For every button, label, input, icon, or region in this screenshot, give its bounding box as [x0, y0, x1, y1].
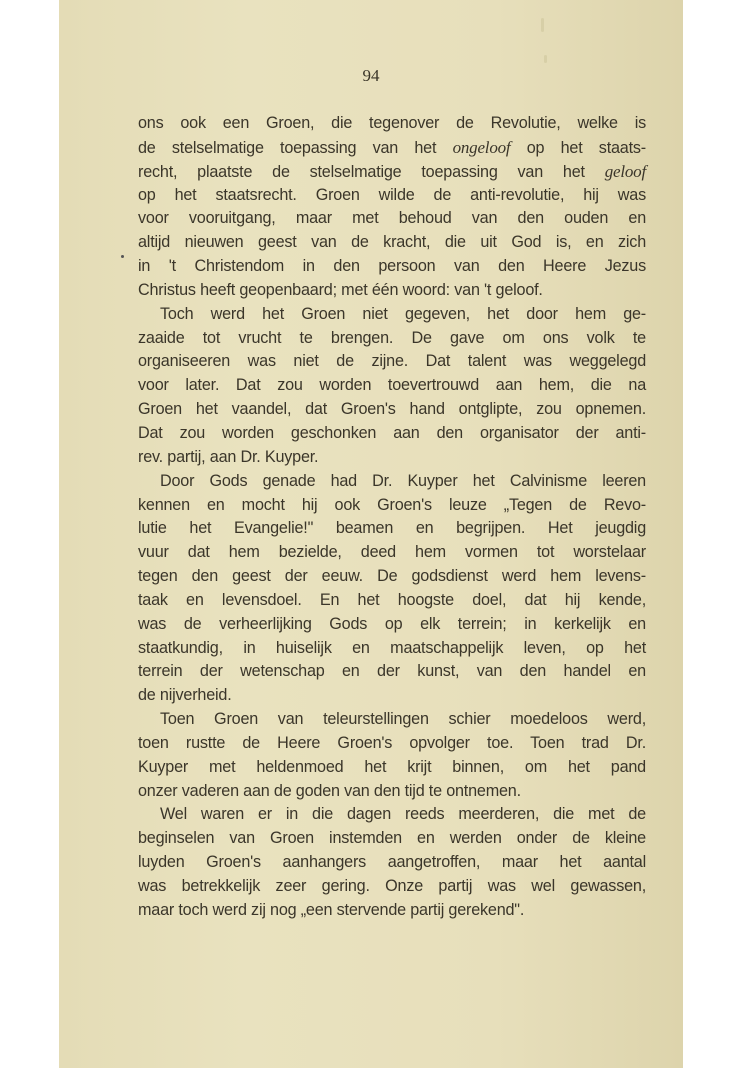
- text-segment: Door Gods genade had Dr. Kuyper het Calvinisme leeren: [160, 471, 646, 490]
- text-segment: was betrekkelijk zeer gering. Onze partij was wel gewassen,: [138, 877, 646, 895]
- text-line: [138, 327, 646, 351]
- text-segment: organiseeren was niet de zijne. Dat talent was weggelegd: [138, 352, 646, 371]
- text-line: [138, 827, 646, 851]
- text-line: [138, 470, 646, 494]
- scan-smudge: [544, 55, 547, 63]
- text-segment: voor later. Dat zou worden toevertrouwd aan hem, die na: [138, 376, 646, 395]
- text-segment: staatkundig, in huiselijk en maatschappelijk leven, op het: [138, 638, 646, 657]
- text-line: [138, 660, 646, 684]
- text-line: [138, 541, 646, 565]
- text-line: [138, 494, 646, 518]
- paragraph: [138, 303, 646, 470]
- paragraph: [138, 708, 646, 803]
- text-segment: tegen den geest der eeuw. De godsdienst werd hem levens-: [138, 567, 646, 586]
- paragraph: [138, 803, 646, 922]
- text-line: [138, 398, 646, 422]
- text-line: [138, 160, 646, 184]
- text-line: [138, 207, 646, 231]
- text-line: [138, 589, 646, 613]
- text-segment: Groen het vaandel, dat Groen's hand ontglipte, zou opnemen.: [138, 400, 646, 419]
- margin-mark: [121, 255, 124, 258]
- text-line: [138, 517, 646, 541]
- text-line: [138, 637, 646, 661]
- text-line: [138, 446, 646, 470]
- text-segment: Toen Groen van teleurstellingen schier moedeloos werd,: [160, 710, 646, 729]
- text-segment: recht, plaatste de stelselmatige toepassing van het: [138, 162, 605, 181]
- text-segment: Toch werd het Groen niet gegeven, het door hem ge-: [160, 304, 646, 323]
- paragraph: [138, 112, 646, 303]
- text-segment: Wel waren er in die dagen reeds meerderen, die met de: [160, 805, 646, 824]
- text-segment: op het staatsrecht. Groen wilde de anti-revolutie, hij was: [138, 185, 646, 204]
- text-segment: taak en levensdoel. En het hoogste doel, dat hij kende,: [138, 590, 646, 609]
- text-segment: Dat zou worden geschonken aan den organisator der anti-: [138, 423, 646, 442]
- text-line: [138, 708, 646, 732]
- text-line: [138, 255, 646, 279]
- text-line: [138, 565, 646, 589]
- text-line: [138, 899, 646, 923]
- text-segment: op het staats-: [510, 138, 646, 157]
- text-line: [138, 684, 646, 708]
- text-line: [138, 875, 646, 899]
- text-segment: Christus heeft geopenbaard; met één woord: van 't geloof.: [138, 280, 543, 299]
- text-line: [138, 303, 646, 327]
- text-segment: maar toch werd zij nog „een stervende partij gerekend".: [138, 900, 525, 919]
- text-segment: zaaide tot vrucht te brengen. De gave om ons volk te: [138, 328, 646, 347]
- text-line: [138, 732, 646, 756]
- text-line: [138, 422, 646, 446]
- text-segment: kennen en mocht hij ook Groen's leuze „Tegen de Revo-: [138, 495, 646, 514]
- text-line: [138, 184, 646, 208]
- text-line: [138, 851, 646, 875]
- text-segment: in 't Christendom in den persoon van den Heere Jezus: [138, 257, 646, 276]
- text-segment: vuur dat hem bezielde, deed hem vormen tot worstelaar: [138, 543, 646, 562]
- italic-text: ongeloof: [452, 137, 511, 157]
- text-segment: luyden Groen's aanhangers aangetroffen, maar het aantal: [138, 853, 646, 872]
- text-segment: Kuyper met heldenmoed het krijt binnen, om het pand: [138, 757, 646, 776]
- text-line: [138, 112, 646, 136]
- text-line: [138, 613, 646, 637]
- scanned-page: [59, 0, 683, 1068]
- text-line: [138, 756, 646, 780]
- text-line: [138, 803, 646, 827]
- text-line: [138, 279, 646, 303]
- text-segment: de stelselmatige toepassing van het: [138, 138, 453, 157]
- text-segment: rev. partij, aan Dr. Kuyper.: [138, 447, 319, 466]
- text-line: [138, 231, 646, 255]
- text-segment: was de verheerlijking Gods op elk terrein; in kerkelijk en: [138, 614, 646, 633]
- italic-text: geloof: [604, 161, 646, 181]
- scan-smudge: [541, 18, 544, 32]
- text-line: [138, 780, 646, 804]
- text-segment: voor vooruitgang, maar met behoud van den ouden en: [138, 209, 646, 228]
- paragraph: [138, 470, 646, 708]
- text-segment: terrein der wetenschap en der kunst, van den handel en: [138, 662, 646, 681]
- text-segment: onzer vaderen aan de goden van den tijd te ontnemen.: [138, 781, 521, 800]
- text-segment: altijd nieuwen geest van de kracht, die uit God is, en zich: [138, 233, 646, 252]
- text-line: [138, 374, 646, 398]
- body-text: [138, 112, 646, 923]
- text-segment: beginselen van Groen instemden en werden onder de kleine: [138, 829, 646, 848]
- text-line: [138, 136, 646, 160]
- text-line: [138, 350, 646, 374]
- text-segment: ons ook een Groen, die tegenover de Revolutie, welke is: [138, 114, 646, 132]
- text-segment: lutie het Evangelie!" beamen en begrijpen. Het jeugdig: [138, 519, 646, 538]
- page-number: 94: [362, 66, 380, 85]
- text-segment: de nijverheid.: [138, 686, 232, 705]
- text-segment: toen rustte de Heere Groen's opvolger toe. Toen trad Dr.: [138, 733, 646, 752]
